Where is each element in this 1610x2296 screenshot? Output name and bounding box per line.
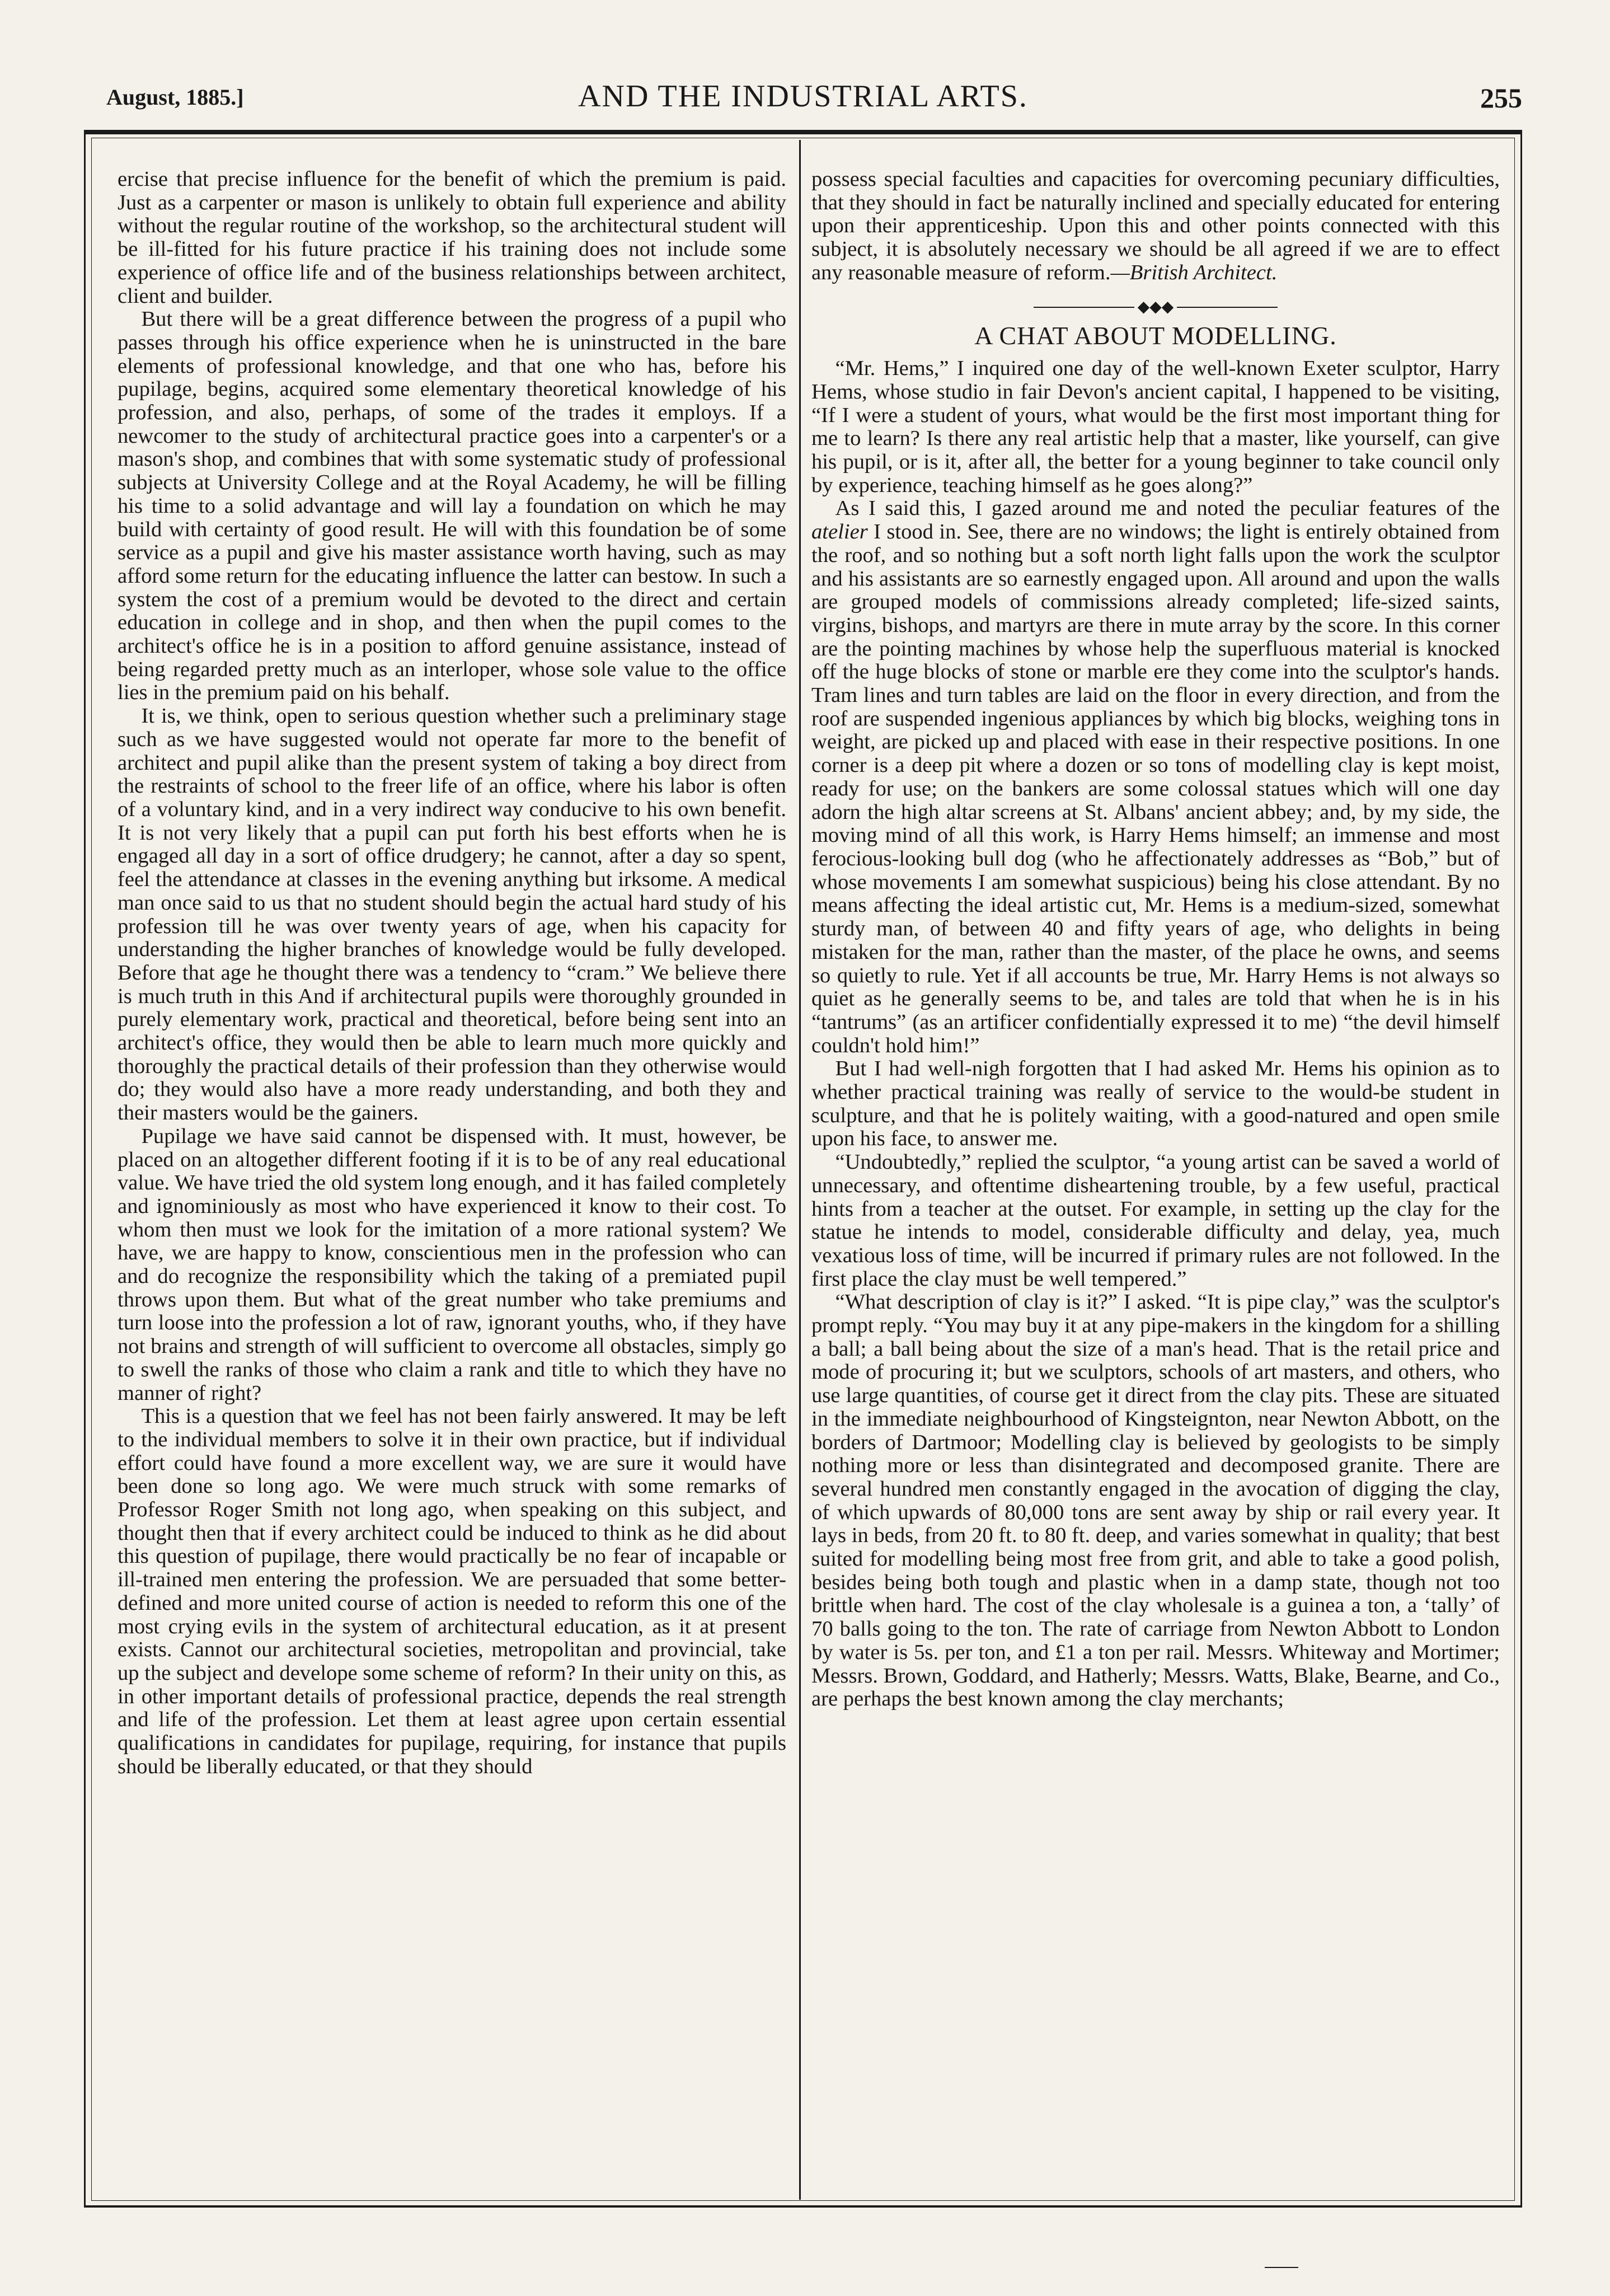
source-credit: —British Architect. <box>1110 260 1278 284</box>
paragraph: It is, we think, open to serious question whether such a preliminary stage such as we have suggested would not operate far more to the benefit of architect and pupil alike than the present system of taking a boy direct from the restraints of school to the freer life of an office, where his labor is often of a voluntary kind, and in a very indirect way conducive to his own benefit. It is not very likely that a pupil can put forth his best efforts when he is engaged all day in a sort of office drudgery; he cannot, after a day so spent, feel the attendance at classes in the evening anything but irksome. A medical man once said to us that no student should begin the actual hard study of his profession till he was over twenty years of age, when his capacity for understanding the higher branches of knowledge would be fully developed. Before that age he thought there was a tendency to “cram.” We believe there is much truth in this And if architectural pupils were thoroughly grounded in purely elementary work, practical and theoretical, before being sent into an architect's office, they would then be able to learn much more quickly and thoroughly the practical details of their profession than they otherwise would do; they would also have a more ready understanding, and both they and their masters would be the gainers. <box>118 704 786 1125</box>
left-column <box>118 168 786 2194</box>
paragraph: ercise that precise influence for the benefit of which the premium is paid. Just as a carpenter or mason is unlikely to obtain full experience and ability without the regular routine of the workshop, so the architectural student will be ill-fitted for his future practice if his training does not include some experience of office life and of the business relationships between architect, client and builder. <box>118 168 786 308</box>
footer-rule <box>1265 2267 1298 2268</box>
column-divider <box>799 140 801 2200</box>
divider-bar <box>1034 307 1134 308</box>
right-column <box>811 168 1500 2194</box>
section-divider <box>811 298 1500 316</box>
paragraph: “Undoubtedly,” replied the sculptor, “a young artist can be saved a world of unnecessary, and oftentime disheartening trouble, by a few useful, practical hints from a teacher at the outset. For example, in setting up the clay for the statue he intends to model, considerable difficulty and delay, yea, much vexatious loss of time, will be incurred if primary rules are not followed. In the first place the clay must be well tempered.” <box>811 1150 1500 1291</box>
paragraph: But there will be a great difference between the progress of a pupil who passes through his office experience when he is uninstructed in the bare elements of professional knowledge, and that one who has, before his pupilage, begins, acquired some elementary theoretical knowledge of his profession, and also, perhaps, of some of the trades it employs. If a newcomer to the study of architectural practice goes into a carpenter's or a mason's shop, and combines that with some systematic study of professional subjects at University College and at the Royal Academy, he will be filling his time to a solid advantage and will lay a foundation on which he may build with certainty of good result. He will with this foundation be of some service as a pupil and give his master assistance worth having, such as may afford some return for the educating influence the latter can bestow. In such a system the cost of a premium would be devoted to the direct and certain education in college and in shop, and then when the pupil comes to the architect's office he is in a position to afford genuine assistance, instead of being regarded pretty much as an interloper, whose sole value to the office lies in the premium paid on his behalf. <box>118 307 786 705</box>
continued-paragraph <box>811 168 1500 285</box>
paragraph: “What description of clay is it?” I asked. “It is pipe clay,” was the sculptor's prompt reply. “You may buy it at any pipe-makers in the kingdom for a shilling a ball; a ball being about the size of a man's head. That is the retail price and mode of procuring it; but we sculptors, schools of art masters, and others, who use large quantities, of course get it direct from the clay pits. These are situated in the immediate neighbourhood of Kingsteignton, near Newton Abbott, on the borders of Dartmoor; Modelling clay is believed by geologists to be simply nothing more or less than disintegrated and decomposed granite. There are several hundred men constantly engaged in the avocation of digging the clay, of which upwards of 80,000 tons are sent away by ship or rail every year. It lays in beds, from 20 ft. to 80 ft. deep, and varies somewhat in quality; that best suited for modelling being most free from grit, and able to take a good polish, besides being both tough and plastic when in a damp state, though not too brittle when hard. The cost of the clay wholesale is a guinea a ton, a ‘tally’ of 70 balls going to the ton. The rate of carriage from Newton Abbott to London by water is 5s. per ton, and £1 a ton per rail. Messrs. Whiteway and Mortimer; Messrs. Brown, Goddard, and Hatherly; Messrs. Watts, Blake, Bearne, and Co., are perhaps the best known among the clay merchants; <box>811 1290 1500 1711</box>
divider-bar <box>1177 307 1278 308</box>
page-number: 255 <box>1480 82 1522 114</box>
ornament-icon: ◆◆◆ <box>1137 298 1174 316</box>
journal-title: AND THE INDUSTRIAL ARTS. <box>578 79 1028 114</box>
running-header <box>84 78 1522 134</box>
italic-word: atelier <box>811 520 868 544</box>
paragraph: But I had well-nigh forgotten that I had asked Mr. Hems his opinion as to whether practical training was really of service to the would-be student in sculpture, and that he is politely waiting, with a good-natured and open smile upon his face, to answer me. <box>811 1057 1500 1151</box>
continued-text: possess special faculties and capacities for overcoming pecuniary difficulties, that they should in fact be naturally inclined and specially educated for entering upon their apprenticeship. Upon this and other points connected with this subject, it is absolutely necessary we should be all agreed if we are to effect any reasonable measure of reform. <box>811 168 1500 284</box>
article-title: A CHAT ABOUT MODELLING. <box>974 321 1337 350</box>
paragraph: “Mr. Hems,” I inquired one day of the well-known Exeter sculptor, Harry Hems, whose studio in fair Devon's ancient capital, I happened to be visiting, “If I were a student of yours, what would be the first most important thing for me to learn? Is there any real artistic help that a master, like yourself, can give his pupil, or is it, after all, the better for a young beginner to take council only by experience, teaching himself as he goes along?” <box>811 357 1500 497</box>
paragraph: As I said this, I gazed around me and noted the peculiar features of the atelier I stood in. See, there are no windows; the light is entirely obtained from the roof, and so nothing but a soft north light falls upon the work the sculptor and his assistants are so earnestly engaged upon. All around and upon the walls are grouped models of commissions already completed; life-sized saints, virgins, bishops, and martyrs are there in mute array by the score. In this corner are the pointing machines by whose help the superfluous material is knocked off the huge blocks of stone or marble ere they come into the sculptor's hands. Tram lines and turn tables are laid on the floor in every direction, and from the roof are suspended ingenious appliances by which big blocks, weighing tons in weight, are picked up and placed with ease in their respective positions. In one corner is a deep pit where a dozen or so tons of modelling clay is kept moist, ready for use; on the bankers are some colossal statues which will one day adorn the high altar screens at St. Albans' ancient abbey; and, by my side, the moving mind of all this work, is Harry Hems himself; an immense and most ferocious-looking bull dog (who he affectionately addresses as “Bob,” but of whose movements I am somewhat suspicious) being his close attendant. By no means affecting the ideal artistic cut, Mr. Hems is a medium-sized, somewhat sturdy man, of between 40 and fifty years of age, who delights in being mistaken for the man, rather than the master, of the place he owns, and seems so quietly to rule. Yet if all accounts be true, Mr. Harry Hems is not always so quiet as he generally seems to be, and tales are told that when he is in his “tantrums” (as an artificer confidentially expressed it to me) “the devil himself couldn't hold him!” <box>811 496 1500 1057</box>
issue-date: August, 1885.] <box>106 85 244 110</box>
paragraph: Pupilage we have said cannot be dispensed with. It must, however, be placed on an altogether different footing if it is to be of any real educational value. We have tried the old system long enough, and it has failed completely and ignominiously as most who have experienced it know to their cost. To whom then must we look for the imitation of a more rational system? We have, we are happy to know, conscientious men in the profession who can and do recognize the responsibility which the taking of a premiated pupil throws upon them. But what of the great number who take premiums and turn loose into the profession a lot of raw, ignorant youths, who, if they have not brains and strength of will sufficient to overcome all obstacles, simply go to swell the ranks of those who claim a rank and title to which they have no manner of right? <box>118 1124 786 1405</box>
paragraph: This is a question that we feel has not been fairly answered. It may be left to the individual members to solve it in their own practice, but if individual effort could have found a more excellent way, we are sure it would have been done so long ago. We were much struck with some remarks of Professor Roger Smith not long ago, when speaking on this subject, and thought then that if every architect could be induced to think as he did about this question of pupilage, there would practically be no fear of incapable or ill-trained men entering the profession. We are persuaded that some better-defined and more united course of action is needed to reform this one of the most crying evils in the system of architectural education, as it at present exists. Cannot our architectural societies, metropolitan and provincial, take up the subject and develope some scheme of reform? In their unity on this, as in other important details of professional practice, depends the real strength and life of the profession. Let them at least agree upon certain essential qualifications in candidates for pupilage, requiring, for instance that pupils should be liberally educated, or that they should <box>118 1404 786 1778</box>
